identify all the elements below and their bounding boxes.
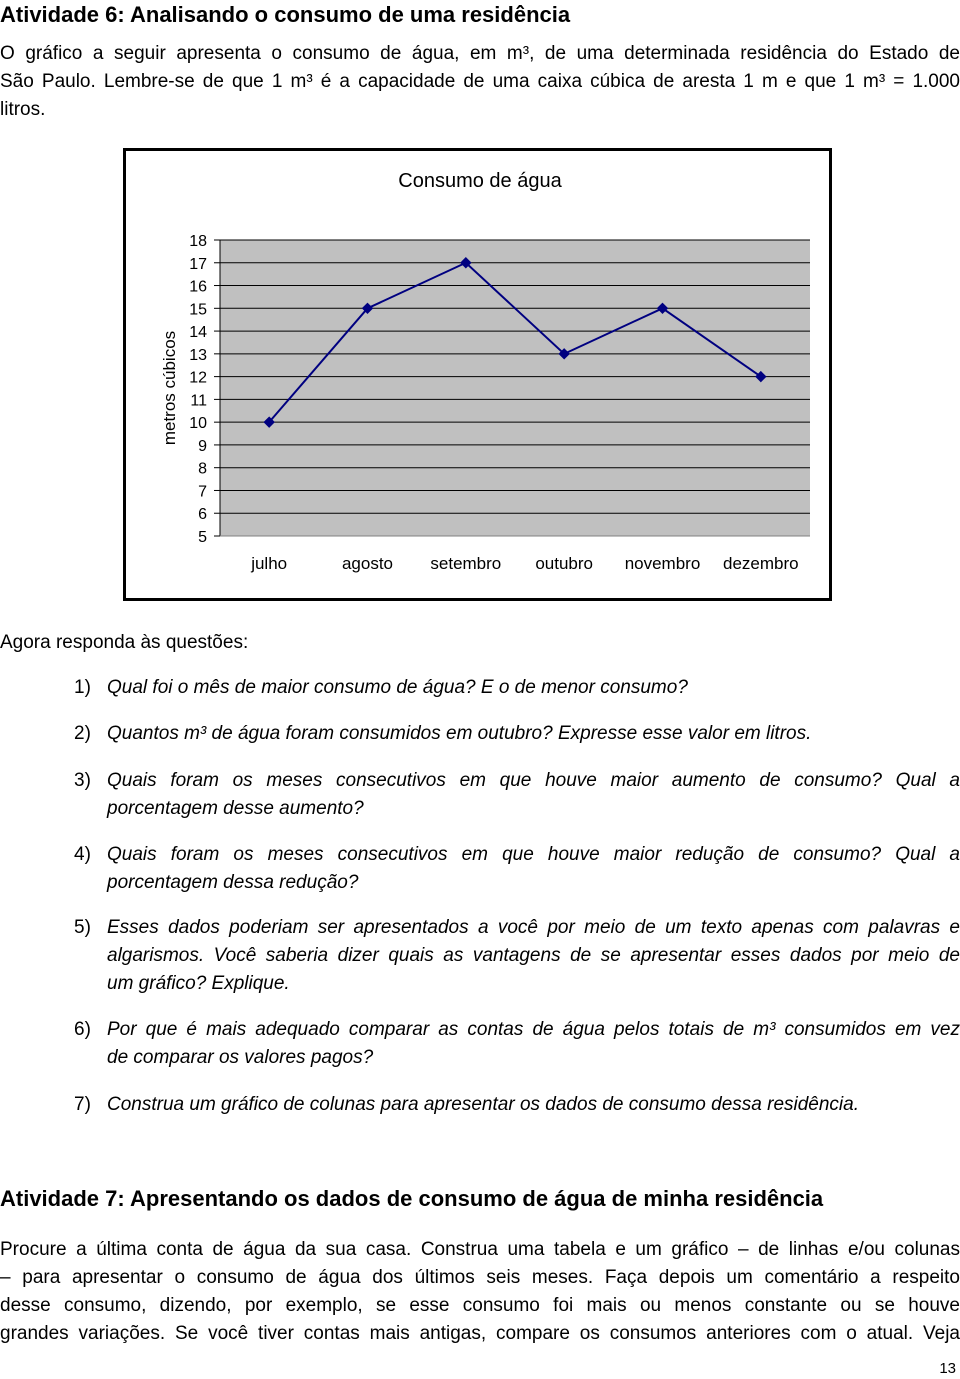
question-text: Esses dados poderiam ser apresentados a você por meio de um texto apenas com palavras e (107, 917, 960, 938)
y-tick-label: 6 (198, 506, 207, 524)
question-number: 5) (74, 917, 91, 938)
question-text: Por que é mais adequado comparar as contas de água pelos totais de m³ consumidos em vez (107, 1019, 960, 1040)
page-number: 13 (939, 1360, 956, 1377)
activity7-line: grandes variações. Se você tiver contas mais antigas, compare os consumos anteriores com o atual. Veja (0, 1323, 960, 1344)
questions-intro: Agora responda às questões: (0, 632, 249, 653)
question-number: 6) (74, 1019, 91, 1040)
y-tick-label: 14 (189, 324, 207, 342)
question-number: 3) (74, 770, 91, 791)
x-tick-label: setembro (430, 554, 502, 573)
activity7-body (0, 1236, 960, 1348)
question-text: Quais foram os meses consecutivos em que houve maior aumento de consumo? Qual a (107, 770, 960, 791)
question-text: Qual foi o mês de maior consumo de água? E o de menor consumo? (107, 677, 688, 698)
y-tick-label: 13 (189, 346, 207, 364)
question-text: Quantos m³ de água foram consumidos em outubro? Expresse esse valor em litros. (107, 723, 812, 744)
y-tick-label: 12 (189, 369, 207, 387)
activity7-line: desse consumo, dizendo, por exemplo, se esse consumo foi mais ou menos constante ou se houve (0, 1295, 960, 1316)
question-text: porcentagem dessa redução? (107, 872, 359, 893)
y-axis-title: metros cúbicos (160, 330, 179, 446)
x-tick-label: novembro (624, 554, 701, 573)
x-tick-label: outubro (535, 554, 594, 573)
question-text: Construa um gráfico de colunas para apresentar os dados de consumo dessa residência. (107, 1094, 859, 1115)
question-text: de comparar os valores pagos? (107, 1047, 374, 1068)
question-number: 1) (74, 677, 91, 698)
question-text: porcentagem desse aumento? (107, 798, 364, 819)
x-tick-label: agosto (341, 554, 394, 573)
water-consumption-chart (0, 0, 960, 620)
plot-area (220, 240, 810, 536)
activity7-line: Procure a última conta de água da sua casa. Construa uma tabela e um gráfico – de linhas e/ou colunas (0, 1239, 960, 1260)
intro-line: O gráfico a seguir apresenta o consumo de água, em m³, de uma determinada residência do Estado de (0, 43, 960, 64)
y-tick-label: 17 (189, 255, 207, 273)
y-tick-label: 7 (198, 483, 207, 501)
y-tick-label: 8 (198, 460, 207, 478)
x-tick-label: dezembro (723, 554, 799, 573)
y-tick-label: 11 (190, 392, 207, 410)
question-number: 7) (74, 1094, 91, 1115)
intro-line: São Paulo. Lembre-se de que 1 m³ é a capacidade de uma caixa cúbica de aresta 1 m e que 1 m³ = 1.000 (0, 71, 960, 92)
question-number: 4) (74, 844, 91, 865)
question-text: Quais foram os meses consecutivos em que houve maior redução de consumo? Qual a (107, 844, 960, 865)
question-text: um gráfico? Explique. (107, 973, 290, 994)
intro-line: litros. (0, 99, 46, 120)
question-text: algarismos. Você saberia dizer quais as vantagens de se apresentar esses dados por meio de (107, 945, 960, 966)
x-tick-label: julho (251, 554, 288, 573)
question-number: 2) (74, 723, 91, 744)
y-tick-label: 9 (198, 437, 207, 455)
activity7-title: Atividade 7: Apresentando os dados de consumo de água de minha residência (0, 1186, 824, 1211)
y-tick-label: 5 (198, 529, 207, 546)
activity6-title: Atividade 6: Analisando o consumo de uma residência (0, 2, 571, 27)
y-tick-label: 18 (189, 233, 207, 250)
y-tick-label: 15 (189, 301, 207, 319)
chart-title: Consumo de água (398, 170, 562, 192)
y-tick-label: 16 (189, 278, 207, 296)
activity7-line: – para apresentar o consumo de água dos últimos seis meses. Faça depois um comentário a respeito (0, 1267, 960, 1288)
y-tick-label: 10 (189, 415, 207, 433)
